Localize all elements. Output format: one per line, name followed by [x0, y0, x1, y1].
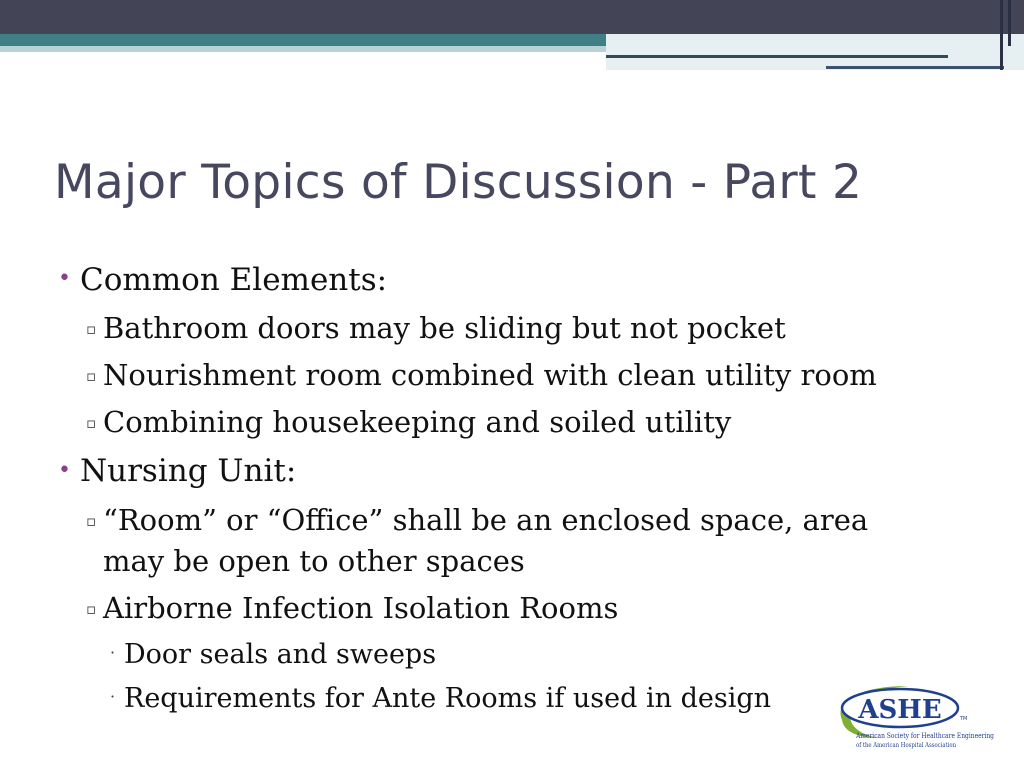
sub-bullet-item: Bathroom doors may be sliding but not pocket — [103, 311, 786, 345]
slide-title: Major Topics of Discussion - Part 2 — [54, 155, 863, 210]
bullet-item: Nursing Unit: — [80, 453, 297, 489]
sub-bullet-icon: ▫ — [86, 600, 97, 618]
bullet-item: Common Elements: — [80, 262, 388, 298]
sub-bullet-item: Nourishment room combined with clean utility room — [103, 358, 877, 392]
sub-sub-bullet-item: Requirements for Ante Rooms if used in design — [124, 683, 772, 714]
sub-bullet-item: “Room” or “Office” shall be an enclosed space, area — [103, 503, 869, 537]
sub-bullet-item: Combining housekeeping and soiled utility — [103, 405, 732, 439]
sub-bullet-icon: ▫ — [86, 320, 97, 338]
bullet-icon: • — [58, 458, 71, 483]
sub-bullet-item-continued: may be open to other spaces — [103, 544, 525, 578]
sub-sub-bullet-item: Door seals and sweeps — [124, 639, 437, 670]
logo-line1: American Society for Healthcare Engineering — [855, 731, 995, 740]
ashe-logo — [828, 680, 998, 752]
logo-line2: of the American Hospital Association — [856, 742, 957, 749]
sub-sub-bullet-icon: · — [110, 687, 116, 706]
sub-bullet-icon: ▫ — [86, 512, 97, 530]
bullet-icon: • — [58, 266, 71, 291]
sub-bullet-item: Airborne Infection Isolation Rooms — [103, 591, 619, 625]
sub-bullet-icon: ▫ — [86, 367, 97, 385]
sub-sub-bullet-icon: · — [110, 643, 116, 662]
logo-tm: TM — [960, 716, 968, 722]
logo-name: ASHE — [858, 695, 942, 725]
sub-bullet-icon: ▫ — [86, 414, 97, 432]
